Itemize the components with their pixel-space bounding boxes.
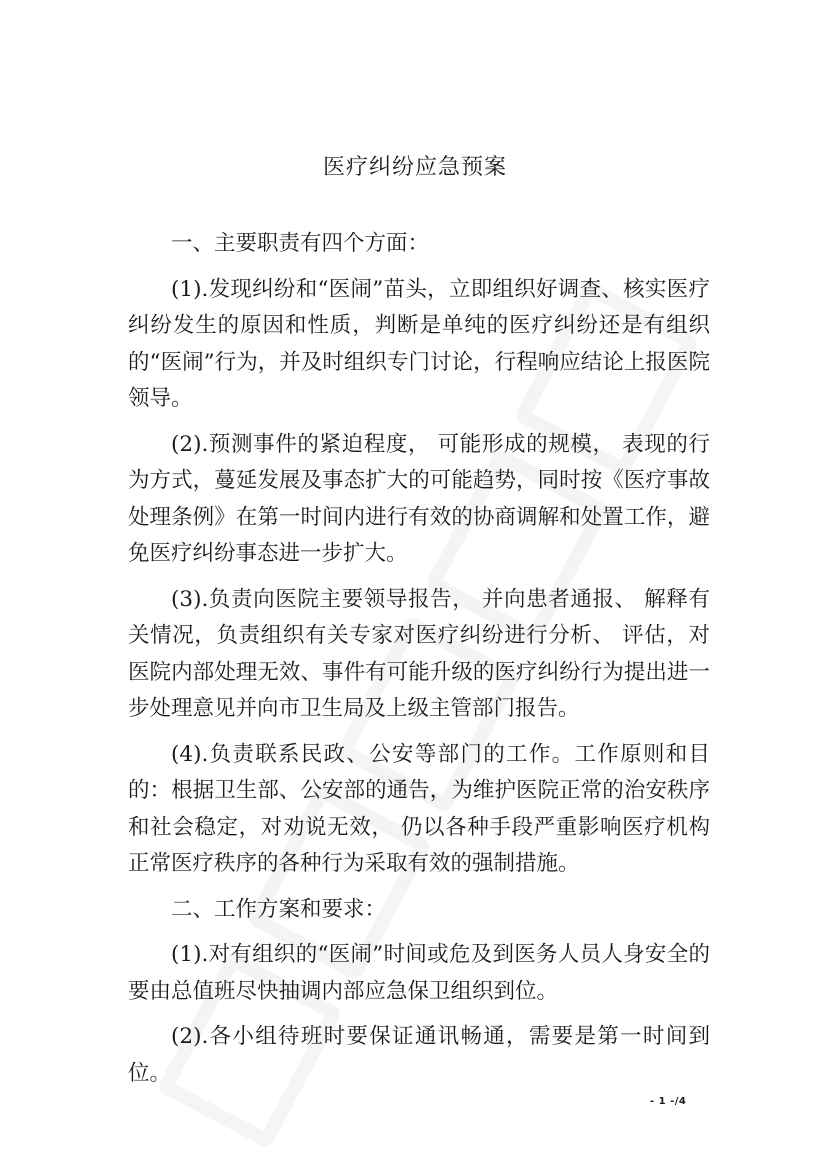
paragraph: (4).负责联系民政、公安等部门的工作。工作原则和目的：根据卫生部、公安部的通告，为维护医院正常的治安秩序和社会稳定，对劝说无效， 仍以各种手段严重影响医疗机构正常医疗秩序的各种行为采取有效的强制措施。 — [128, 741, 710, 876]
page-number: - 1 -/4 — [650, 1096, 687, 1107]
document-title: 医疗纠纷应急预案 — [322, 155, 507, 180]
section-heading: 一、主要职责有四个方面： — [171, 231, 430, 256]
paragraph: (2).预测事件的紧迫程度， 可能形成的规模， 表现的行为方式，蔓延发展及事态扩大的可能趋势，同时按《医疗事故处理条例》在第一时间内进行有效的协商调解和处置工作，避免医疗纠纷事态进一步扩大。 — [128, 431, 710, 566]
paragraph: (3).负责向医院主要领导报告， 并向患者通报、 解释有关情况，负责组织有关专家对医疗纠纷进行分析、 评估，对医院内部处理无效、事件有可能升级的医疗纠纷行为提出进一步处理意见并向市卫生局及上级主管部门报告。 — [128, 586, 710, 721]
section-heading: 二、工作方案和要求： — [171, 896, 387, 922]
paragraph: (1).对有组织的“医闹”时间或危及到医务人员人身安全的要由总值班尽快抽调内部应急保卫组织到位。 — [128, 942, 710, 1004]
paragraph: (2).各小组待班时要保证通讯畅通，需要是第一时间到位。 — [128, 1024, 710, 1086]
paragraph: (1).发现纠纷和“医闹”苗头，立即组织好调查、核实医疗纠纷发生的原因和性质，判断是单纯的医疗纠纷还是有组织的“医闹”行为，并及时组织专门讨论，行程响应结论上报医院领导。 — [128, 276, 710, 411]
document-body — [128, 226, 710, 1092]
